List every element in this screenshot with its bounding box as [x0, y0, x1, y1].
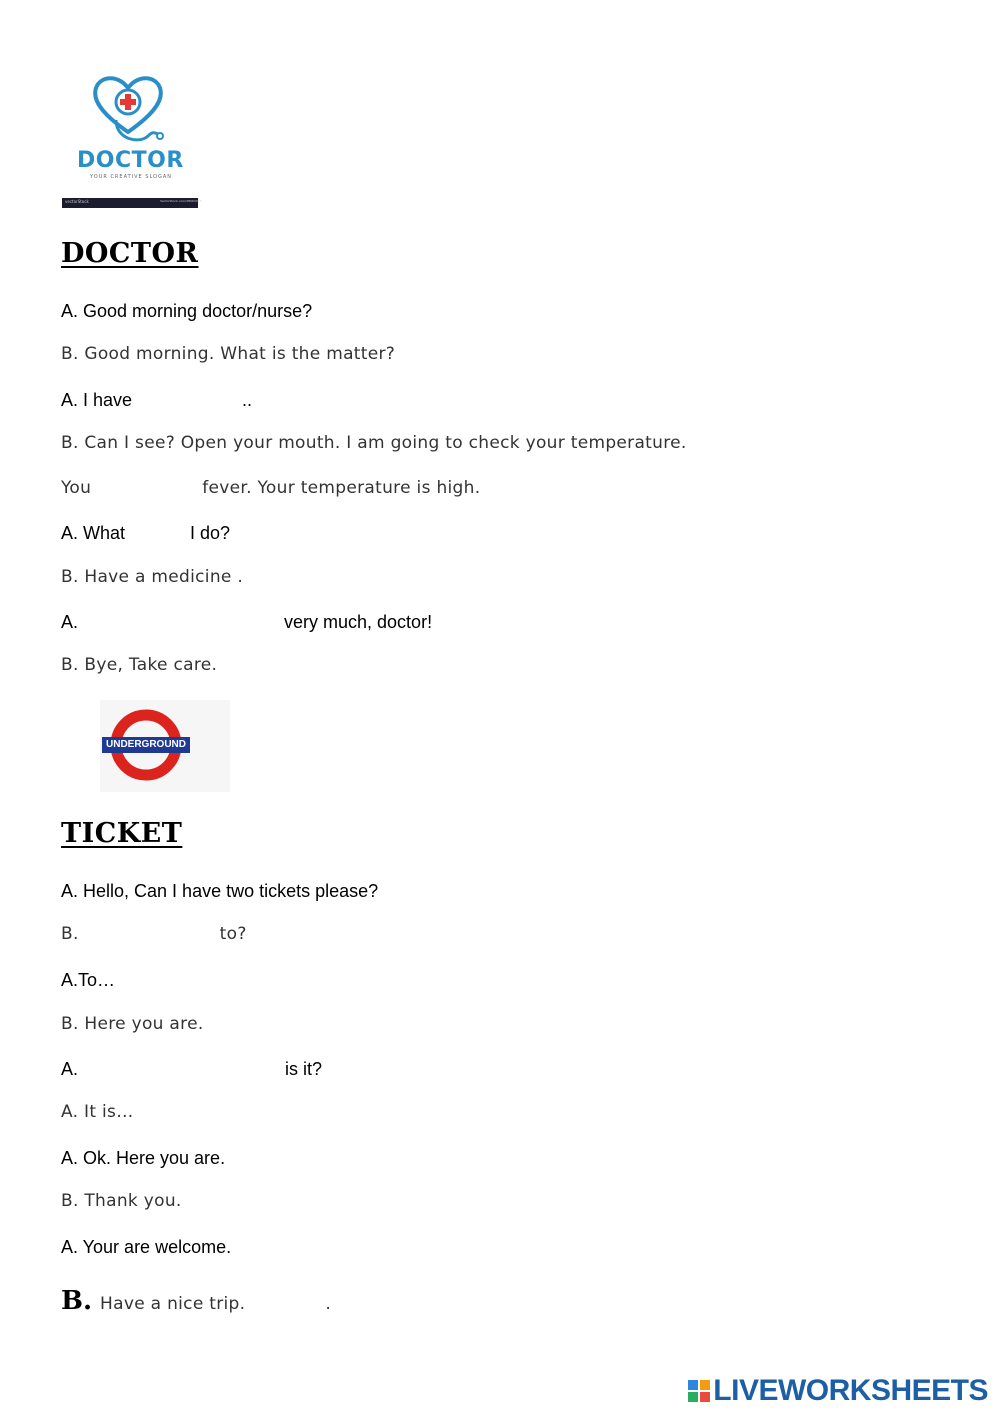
ticket-line-10-end: . [325, 1294, 332, 1314]
ticket-line-4: B. Here you are. [61, 1014, 204, 1034]
ticket-line-3: A.To… [61, 970, 116, 990]
ticket-line-10-speaker: B. [61, 1286, 93, 1316]
doctor-logo [62, 70, 202, 210]
brand-wordmark: LIVEWORKSHEETS [713, 1374, 988, 1407]
ticket-line-6: A. It is… [61, 1102, 134, 1122]
brand-grid-cell [700, 1380, 710, 1390]
ticket-line-10 [61, 1288, 331, 1314]
doctor-line-5-start: You [61, 478, 92, 498]
doctor-line-3-start: A. I have [61, 390, 133, 410]
ticket-line-7: A. Ok. Here you are. [61, 1148, 226, 1168]
doctor-line-8 [61, 613, 432, 631]
heart-stethoscope-icon [62, 70, 198, 150]
doctor-line-4: B. Can I see? Open your mouth. I am going to check your temperature. [61, 433, 687, 453]
ticket-line-9: A. Your are welcome. [61, 1237, 232, 1257]
doctor-logo-slogan: YOUR CREATIVE SLOGAN [90, 174, 173, 180]
ticket-line-8: B. Thank you. [61, 1191, 182, 1211]
doctor-line-3 [61, 391, 252, 409]
doctor-line-5-end: fever. Your temperature is high. [202, 478, 481, 498]
doctor-logo-word: DOCTOR [77, 148, 184, 173]
liveworksheets-brand [688, 1376, 988, 1406]
doctor-line-1: A. Good morning doctor/nurse? [61, 301, 313, 321]
doctor-line-6-end: I do? [190, 523, 231, 543]
brand-grid-cell [700, 1392, 710, 1402]
underground-label: UNDERGROUND [102, 737, 190, 753]
ticket-line-5-start: A. [61, 1059, 79, 1079]
brand-grid-icon [688, 1380, 710, 1402]
brand-grid-cell [688, 1392, 698, 1402]
ticket-line-2-end: to? [219, 924, 247, 944]
doctor-line-8-start: A. [61, 612, 79, 632]
section-heading-doctor: DOCTOR [61, 238, 199, 269]
doctor-line-6 [61, 524, 230, 542]
stock-credit-right: VectorStock.com/28063473 [160, 199, 202, 203]
doctor-line-7: B. Have a medicine . [61, 567, 244, 587]
ticket-line-5-end: is it? [285, 1059, 323, 1079]
ticket-line-2 [61, 926, 247, 943]
doctor-line-5 [61, 480, 480, 497]
doctor-line-3-end: .. [242, 390, 253, 410]
ticket-line-2-start: B. [61, 924, 79, 944]
section-heading-ticket: TICKET [61, 818, 183, 849]
ticket-line-1: A. Hello, Can I have two tickets please? [61, 881, 379, 901]
ticket-line-10-text: Have a nice trip. [100, 1294, 246, 1314]
doctor-line-6-start: A. What [61, 523, 126, 543]
underground-logo [100, 700, 230, 792]
brand-grid-cell [688, 1380, 698, 1390]
doctor-line-9: B. Bye, Take care. [61, 655, 218, 675]
doctor-line-2: B. Good morning. What is the matter? [61, 344, 396, 364]
stock-credit-left: vectorStock [65, 199, 89, 204]
stock-credit-bar [62, 198, 202, 208]
doctor-line-8-end: very much, doctor! [284, 612, 433, 632]
ticket-line-5 [61, 1060, 322, 1078]
